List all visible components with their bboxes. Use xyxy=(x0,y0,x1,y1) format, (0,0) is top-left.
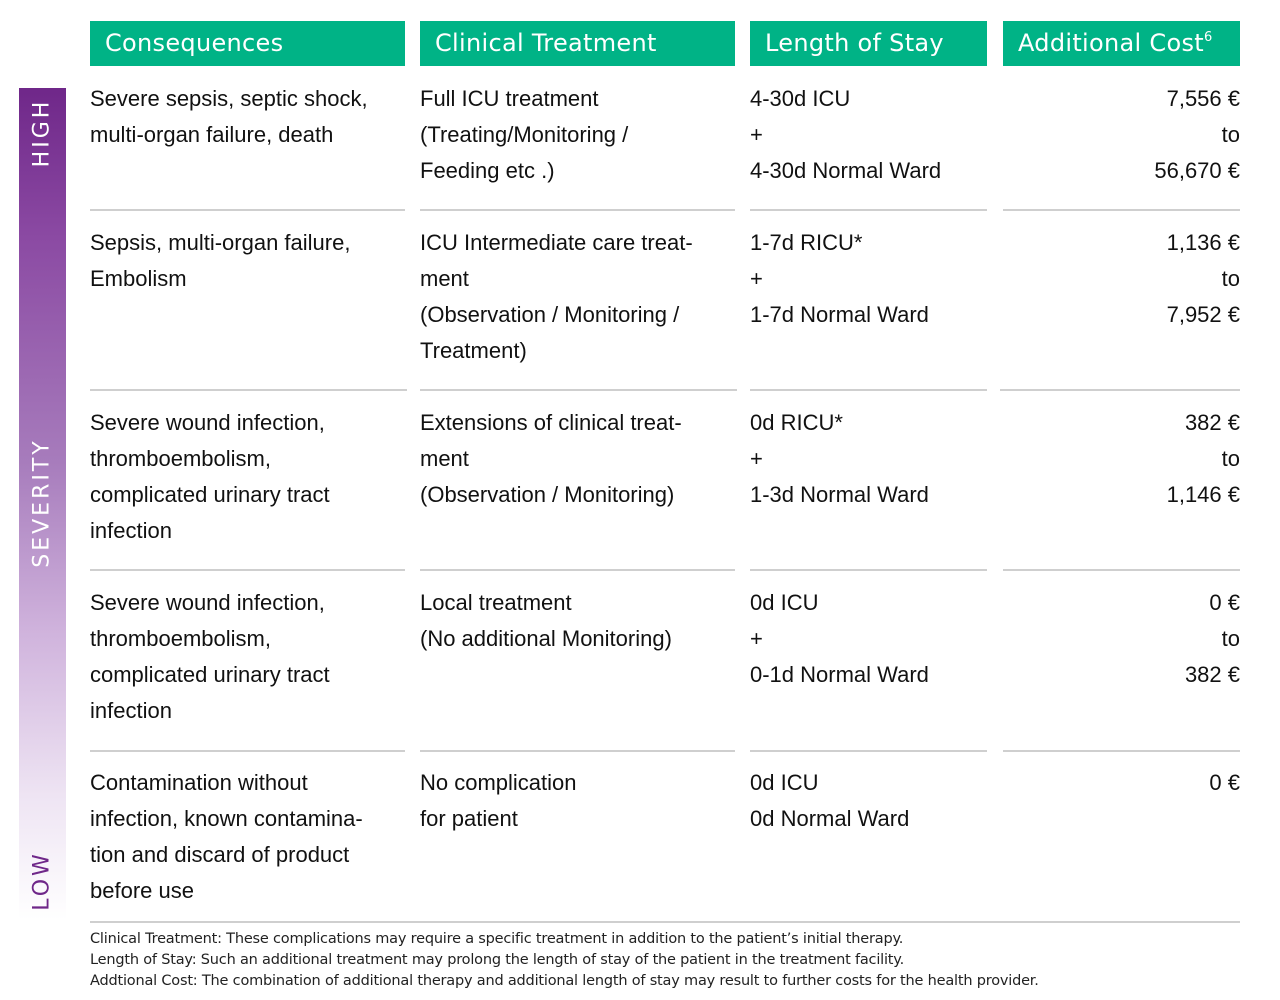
row-separator xyxy=(750,389,987,391)
footnote-ref: 6 xyxy=(1203,30,1213,45)
footnotes xyxy=(90,929,1039,992)
row1-consequences: Severe sepsis, septic shock, multi-organ failure, death xyxy=(90,86,368,147)
row-separator xyxy=(750,569,987,571)
severity-high-label: HIGH xyxy=(29,98,55,168)
row-separator xyxy=(420,389,737,391)
row-separator xyxy=(90,389,407,391)
footnote-length-of-stay: Length of Stay: Such an additional treatment may prolong the length of stay of the patient in the treatment facility. xyxy=(90,952,905,968)
row3-stay: 0d RICU* + 1-3d Normal Ward xyxy=(750,410,929,507)
row-separator xyxy=(90,209,405,211)
row3-treatment: Extensions of clinical treat- ment (Observation / Monitoring) xyxy=(420,410,682,507)
row5-cost: 0 € xyxy=(1209,770,1240,795)
footer-separator xyxy=(90,921,1240,923)
row-separator xyxy=(90,750,405,752)
header-length-of-stay: Length of Stay xyxy=(750,21,987,66)
row-separator xyxy=(1003,750,1240,752)
row5-consequences: Contamination without infection, known contamina- tion and discard of product before use xyxy=(90,770,363,903)
row1-stay: 4-30d ICU + 4-30d Normal Ward xyxy=(750,86,942,183)
row3-consequences: Severe wound infection, thromboembolism, complicated urinary tract infection xyxy=(90,410,330,543)
row2-stay: 1-7d RICU* + 1-7d Normal Ward xyxy=(750,230,929,327)
severity-label: SEVERITY xyxy=(29,438,55,568)
row1-treatment: Full ICU treatment (Treating/Monitoring / Feeding etc .) xyxy=(420,86,629,183)
row2-consequences: Sepsis, multi-organ failure, Embolism xyxy=(90,230,351,291)
row-separator xyxy=(420,750,735,752)
row-separator xyxy=(420,209,735,211)
row-separator xyxy=(1003,569,1240,571)
row2-treatment: ICU Intermediate care treat- ment (Observation / Monitoring / Treatment) xyxy=(420,230,693,363)
footnote-clinical-treatment: Clinical Treatment: These complications may require a specific treatment in addition to the patient’s initial therapy. xyxy=(90,931,904,947)
severity-low-label: LOW xyxy=(29,851,55,911)
row2-cost: 1,136 € to 7,952 € xyxy=(1166,230,1240,327)
row-separator xyxy=(750,209,987,211)
row-separator xyxy=(1000,389,1240,391)
row4-consequences: Severe wound infection, thromboembolism, complicated urinary tract infection xyxy=(90,590,330,723)
row-separator xyxy=(90,569,405,571)
header-additional-cost: Additional Cost$^6$ xyxy=(1003,21,1240,66)
header-clinical-treatment: Clinical Treatment xyxy=(420,21,735,66)
row-separator xyxy=(420,569,735,571)
row5-stay: 0d ICU 0d Normal Ward xyxy=(750,770,910,831)
header-consequences: Consequences xyxy=(90,21,405,66)
row4-cost: 0 € to 382 € xyxy=(1184,590,1240,687)
row-separator xyxy=(750,750,987,752)
row3-cost: 382 € to 1,146 € xyxy=(1166,410,1240,507)
row-separator xyxy=(1003,209,1240,211)
row5-treatment: No complication for patient xyxy=(420,770,577,831)
row1-cost: 7,556 € to 56,670 € xyxy=(1154,86,1240,183)
row4-treatment: Local treatment (No additional Monitoring) xyxy=(420,590,672,651)
footnote-additional-cost: Addtional Cost: The combination of additional therapy and additional length of stay may result to further costs for the health provider. xyxy=(90,973,1039,989)
row4-stay: 0d ICU + 0-1d Normal Ward xyxy=(750,590,929,687)
